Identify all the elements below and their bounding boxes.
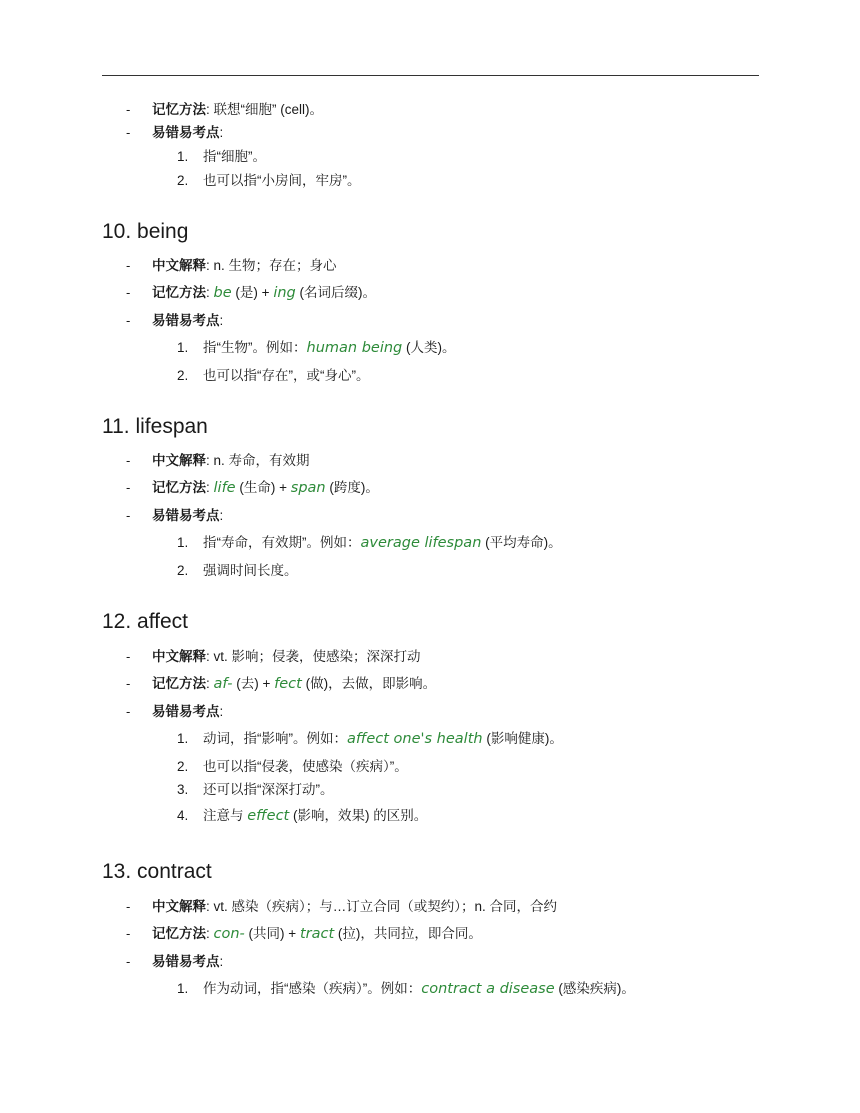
bullet-line: 中文解释: n. 寿命，有效期 xyxy=(152,453,310,468)
chinese-label: 中文解释 xyxy=(152,258,206,273)
item-text: 还可以指“深深打动”。 xyxy=(203,782,334,797)
pitfall-bullet xyxy=(0,702,860,722)
item-text xyxy=(203,806,427,826)
item-number: 3. xyxy=(177,782,189,797)
bullet-dash: - xyxy=(126,258,131,273)
chinese-text: n. 寿命，有效期 xyxy=(213,453,310,468)
item-number: 1. xyxy=(177,981,189,996)
list-item xyxy=(0,757,860,777)
item-number: 2. xyxy=(177,368,189,383)
memory-text: (跨度)。 xyxy=(329,480,379,495)
chinese-bullet xyxy=(0,256,860,276)
chinese-text: vt. 影响；侵袭，使感染；深深打动 xyxy=(213,649,421,664)
item-text-part: (感染疾病)。 xyxy=(558,981,635,996)
highlight-term: af- xyxy=(213,676,233,692)
list-item xyxy=(0,780,860,800)
bullet-line: 易错易考点: xyxy=(152,704,224,719)
chinese-label: 中文解释 xyxy=(152,649,206,664)
bullet-line: 中文解释: vt. 影响；侵袭，使感染；深深打动 xyxy=(152,649,421,664)
bullet-line: 易错易考点: xyxy=(152,125,224,140)
bullet-line: 易错易考点: xyxy=(152,508,224,523)
bullet-dash: - xyxy=(126,926,131,941)
highlight-term: average lifespan xyxy=(360,535,482,551)
item-text: 也可以指“存在”，或“身心”。 xyxy=(203,368,370,383)
highlight-term: be xyxy=(213,285,232,301)
bullet-dash: - xyxy=(126,313,131,328)
memory-label: 记忆方法 xyxy=(152,926,206,941)
chinese-bullet xyxy=(0,647,860,667)
item-number: 1. xyxy=(177,340,189,355)
memory-text: (去) + xyxy=(236,676,271,691)
bullet-line: 易错易考点: xyxy=(152,954,224,969)
memory-text: (共同) + xyxy=(248,926,297,941)
list-item xyxy=(0,979,860,999)
memory-label: 记忆方法 xyxy=(152,285,206,300)
bullet-dash: - xyxy=(126,453,131,468)
item-number: 1. xyxy=(177,149,189,164)
entry-heading: 10. being xyxy=(102,220,189,243)
item-number: 2. xyxy=(177,563,189,578)
item-text: 也可以指“侵袭，使感染（疾病）”。 xyxy=(203,759,408,774)
pitfall-label: 易错易考点 xyxy=(152,125,220,140)
bullet-line: 中文解释: vt. 感染（疾病）；与…订立合同（或契约）；n. 合同，合约 xyxy=(152,899,558,914)
memory-label: 记忆方法 xyxy=(152,480,206,495)
item-text-part: 指“生物”。例如： xyxy=(203,340,307,355)
item-text xyxy=(203,533,562,553)
bullet-dash: - xyxy=(126,508,131,523)
item-text-part: 指“寿命，有效期”。例如： xyxy=(203,535,361,550)
pitfall-label: 易错易考点 xyxy=(152,704,220,719)
item-number: 2. xyxy=(177,759,189,774)
list-item xyxy=(0,729,860,749)
highlight-term: con- xyxy=(213,926,245,942)
memory-text: (做)，去做，即影响。 xyxy=(305,676,437,691)
bullet-dash: - xyxy=(126,649,131,664)
highlight-term: fect xyxy=(274,676,302,692)
bullet-dash: - xyxy=(126,480,131,495)
memory-bullet xyxy=(0,100,860,120)
bullet-line: 记忆方法: con- (共同) + tract (拉)，共同拉，即合同。 xyxy=(152,926,482,942)
list-item xyxy=(0,171,860,191)
list-item xyxy=(0,338,860,358)
highlight-term: span xyxy=(290,480,326,496)
entry-heading: 11. lifespan xyxy=(102,415,208,438)
highlight-term: ing xyxy=(273,285,296,301)
bullet-line: 中文解释: n. 生物；存在；身心 xyxy=(152,258,337,273)
item-text xyxy=(203,979,635,999)
item-text-part: 注意与 xyxy=(203,808,244,823)
pitfall-bullet xyxy=(0,952,860,972)
item-text xyxy=(203,729,563,749)
bullet-dash: - xyxy=(126,899,131,914)
bullet-line: 记忆方法: life (生命) + span (跨度)。 xyxy=(152,480,379,496)
list-item xyxy=(0,147,860,167)
highlight-term: effect xyxy=(247,808,290,824)
bullet-line: 记忆方法: af- (去) + fect (做)，去做，即影响。 xyxy=(152,676,437,692)
pitfall-label: 易错易考点 xyxy=(152,954,220,969)
bullet-line: 记忆方法: 联想“细胞” (cell)。 xyxy=(152,102,324,117)
chinese-text: n. 生物；存在；身心 xyxy=(213,258,337,273)
highlight-term: human being xyxy=(306,340,403,356)
bullet-dash: - xyxy=(126,125,131,140)
header-divider xyxy=(102,75,759,76)
item-number: 1. xyxy=(177,731,189,746)
item-text-part: 动词，指“影响”。例如： xyxy=(203,731,347,746)
chinese-label: 中文解释 xyxy=(152,899,206,914)
memory-label: 记忆方法 xyxy=(152,676,206,691)
pitfall-bullet xyxy=(0,506,860,526)
bullet-dash: - xyxy=(126,704,131,719)
chinese-text: vt. 感染（疾病）；与…订立合同（或契约）；n. 合同，合约 xyxy=(213,899,558,914)
memory-text: 联想“细胞” (cell)。 xyxy=(213,102,324,117)
entry-heading: 12. affect xyxy=(102,610,189,633)
bullet-dash: - xyxy=(126,285,131,300)
memory-label: 记忆方法 xyxy=(152,102,206,117)
memory-bullet xyxy=(0,283,860,303)
chinese-bullet xyxy=(0,897,860,917)
pitfall-bullet xyxy=(0,311,860,331)
pitfall-label: 易错易考点 xyxy=(152,508,220,523)
item-text-part: (平均寿命)。 xyxy=(485,535,562,550)
chinese-label: 中文解释 xyxy=(152,453,206,468)
item-text-part: (影响健康)。 xyxy=(486,731,563,746)
entry-heading: 13. contract xyxy=(102,860,212,883)
bullet-line: 易错易考点: xyxy=(152,313,224,328)
pitfall-label: 易错易考点 xyxy=(152,313,220,328)
list-item xyxy=(0,806,860,826)
list-item xyxy=(0,533,860,553)
item-number: 2. xyxy=(177,173,189,188)
memory-text: (名词后缀)。 xyxy=(299,285,377,300)
item-number: 4. xyxy=(177,808,189,823)
item-text: 强调时间长度。 xyxy=(203,563,298,578)
highlight-term: life xyxy=(213,480,236,496)
list-item xyxy=(0,366,860,386)
memory-bullet xyxy=(0,924,860,944)
pitfall-bullet xyxy=(0,123,860,143)
bullet-line: 记忆方法: be (是) + ing (名词后缀)。 xyxy=(152,285,377,301)
highlight-term: contract a disease xyxy=(421,981,555,997)
bullet-dash: - xyxy=(126,954,131,969)
item-text-part: (影响，效果) 的区别。 xyxy=(293,808,428,823)
memory-text: (拉)，共同拉，即合同。 xyxy=(337,926,482,941)
chinese-bullet xyxy=(0,451,860,471)
list-item xyxy=(0,561,860,581)
item-number: 1. xyxy=(177,535,189,550)
memory-text: (生命) + xyxy=(239,480,288,495)
bullet-dash: - xyxy=(126,676,131,691)
item-text-part: (人类)。 xyxy=(406,340,456,355)
memory-bullet xyxy=(0,674,860,694)
item-text: 也可以指“小房间，牢房”。 xyxy=(203,173,361,188)
bullet-dash: - xyxy=(126,102,131,117)
item-text-part: 作为动词，指“感染（疾病）”。例如： xyxy=(203,981,422,996)
item-text xyxy=(203,338,456,358)
item-text: 指“细胞”。 xyxy=(203,149,266,164)
memory-text: (是) + xyxy=(235,285,270,300)
highlight-term: tract xyxy=(299,926,335,942)
memory-bullet xyxy=(0,478,860,498)
highlight-term: affect one's health xyxy=(347,731,483,747)
